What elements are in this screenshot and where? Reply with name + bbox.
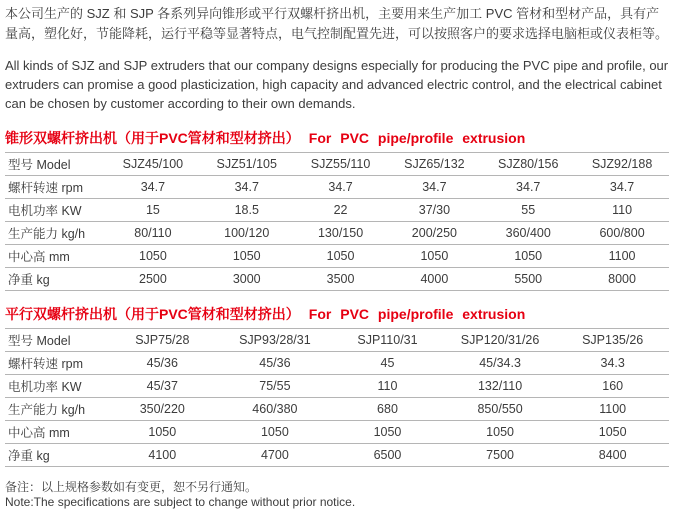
cell-value: 4000 (387, 268, 481, 291)
cell-value: 600/800 (575, 222, 669, 245)
table-row (5, 444, 669, 467)
cell-value: 850/550 (444, 398, 557, 421)
cell-value: 1050 (331, 421, 444, 444)
column-header-model-value: SJZ45/100 (106, 153, 200, 176)
row-label: 净重 kg (5, 444, 106, 467)
table-row (5, 375, 669, 398)
row-label: 螺杆转速 rpm (5, 176, 106, 199)
footnote-block (5, 480, 669, 510)
footnote-zh: 备注：以上规格参数如有变更，恕不另行通知。 (5, 480, 258, 494)
cell-value: 8400 (556, 444, 669, 467)
cell-value: 350/220 (106, 398, 219, 421)
column-header-model-value: SJZ65/132 (387, 153, 481, 176)
section-title-parallel-en: For PVC pipe/profile extrusion (308, 306, 526, 322)
table-row (5, 245, 669, 268)
cell-value: 1050 (106, 421, 219, 444)
cell-value: 1050 (219, 421, 332, 444)
cell-value: 15 (106, 199, 200, 222)
cell-value: 34.7 (294, 176, 388, 199)
table-header-row (5, 153, 669, 176)
cell-value: 130/150 (294, 222, 388, 245)
cell-value: 460/380 (219, 398, 332, 421)
cell-value: 55 (481, 199, 575, 222)
cell-value: 7500 (444, 444, 557, 467)
conical-extruder-section (5, 128, 669, 291)
intro-paragraph-en: All kinds of SJZ and SJP extruders that our company designs especially for producing the PVC pipe and profile, our extruders can promise a good plasticization, high capacity and advanced electric control, and the electrical cabinet can be chosen by customer according to their own demands. (5, 58, 669, 111)
cell-value: 1050 (200, 245, 294, 268)
cell-value: 22 (294, 199, 388, 222)
section-title-conical-en: For PVC pipe/profile extrusion (308, 130, 526, 146)
cell-value: 34.7 (200, 176, 294, 199)
cell-value: 45/36 (106, 352, 219, 375)
column-header-model-value: SJP93/28/31 (219, 329, 332, 352)
cell-value: 80/110 (106, 222, 200, 245)
row-label: 电机功率 KW (5, 375, 106, 398)
cell-value: 6500 (331, 444, 444, 467)
cell-value: 4700 (219, 444, 332, 467)
column-header-model-value: SJZ55/110 (294, 153, 388, 176)
cell-value: 1050 (481, 245, 575, 268)
cell-value: 45/37 (106, 375, 219, 398)
row-label: 螺杆转速 rpm (5, 352, 106, 375)
column-header-model-value: SJP120/31/26 (444, 329, 557, 352)
column-header-model-value: SJZ80/156 (481, 153, 575, 176)
row-label: 中心高 mm (5, 421, 106, 444)
cell-value: 1050 (387, 245, 481, 268)
cell-value: 3000 (200, 268, 294, 291)
column-header-model-value: SJP75/28 (106, 329, 219, 352)
cell-value: 34.7 (387, 176, 481, 199)
table-row (5, 352, 669, 375)
cell-value: 110 (575, 199, 669, 222)
cell-value: 18.5 (200, 199, 294, 222)
cell-value: 34.3 (556, 352, 669, 375)
cell-value: 160 (556, 375, 669, 398)
cell-value: 34.7 (575, 176, 669, 199)
cell-value: 45 (331, 352, 444, 375)
cell-value: 1050 (294, 245, 388, 268)
cell-value: 1100 (556, 398, 669, 421)
cell-value: 75/55 (219, 375, 332, 398)
column-header-model: 型号 Model (5, 329, 106, 352)
row-label: 中心高 mm (5, 245, 106, 268)
cell-value: 100/120 (200, 222, 294, 245)
cell-value: 37/30 (387, 199, 481, 222)
intro-paragraph-zh: 本公司生产的 SJZ 和 SJP 各系列异向锥形或平行双螺杆挤出机，主要用来生产加工 PVC 管材和型材产品，具有产量高，塑化好，节能降耗，运行平稳等显著特点，电气控制配置先进，可以按照客户的要求选择电脑柜或仪表柜等。 (5, 6, 669, 41)
conical-extruder-spec-table (5, 152, 669, 291)
section-title-conical-zh: 锥形双螺杆挤出机（用于PVC管材和型材挤出） (5, 130, 300, 146)
table-header-row (5, 329, 669, 352)
section-title-conical (5, 128, 669, 148)
footnote-en: Note:The specifications are subject to change without prior notice. (5, 495, 356, 509)
parallel-extruder-section (5, 304, 669, 467)
table-row (5, 222, 669, 245)
table-row (5, 398, 669, 421)
cell-value: 1050 (106, 245, 200, 268)
section-title-parallel-zh: 平行双螺杆挤出机（用于PVC管材和型材挤出） (5, 306, 300, 322)
table-row (5, 176, 669, 199)
cell-value: 1050 (556, 421, 669, 444)
row-label: 净重 kg (5, 268, 106, 291)
row-label: 电机功率 KW (5, 199, 106, 222)
column-header-model-value: SJP135/26 (556, 329, 669, 352)
cell-value: 34.7 (106, 176, 200, 199)
cell-value: 1050 (444, 421, 557, 444)
cell-value: 132/110 (444, 375, 557, 398)
parallel-extruder-spec-table (5, 328, 669, 467)
column-header-model-value: SJZ51/105 (200, 153, 294, 176)
cell-value: 5500 (481, 268, 575, 291)
table-row (5, 268, 669, 291)
cell-value: 34.7 (481, 176, 575, 199)
cell-value: 45/34.3 (444, 352, 557, 375)
cell-value: 110 (331, 375, 444, 398)
column-header-model: 型号 Model (5, 153, 106, 176)
cell-value: 8000 (575, 268, 669, 291)
column-header-model-value: SJP110/31 (331, 329, 444, 352)
column-header-model-value: SJZ92/188 (575, 153, 669, 176)
cell-value: 680 (331, 398, 444, 421)
row-label: 生产能力 kg/h (5, 398, 106, 421)
row-label: 生产能力 kg/h (5, 222, 106, 245)
cell-value: 45/36 (219, 352, 332, 375)
cell-value: 1100 (575, 245, 669, 268)
table-row (5, 199, 669, 222)
cell-value: 200/250 (387, 222, 481, 245)
table-row (5, 421, 669, 444)
section-title-parallel (5, 304, 669, 324)
cell-value: 2500 (106, 268, 200, 291)
cell-value: 360/400 (481, 222, 575, 245)
cell-value: 3500 (294, 268, 388, 291)
cell-value: 4100 (106, 444, 219, 467)
